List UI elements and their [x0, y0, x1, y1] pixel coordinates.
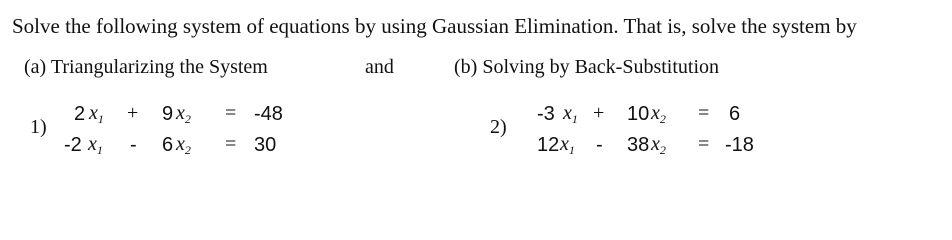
part-b-text: Solving by Back-Substitution: [482, 56, 720, 78]
part-b: [454, 56, 719, 79]
problem-2-row-1-var-1: $x_1$: [563, 102, 578, 126]
problem-1-row-1-coef-1: 2: [74, 103, 86, 125]
problem-2-row-1-equals: =: [698, 102, 710, 124]
problem-2-row-2-coef-1: 12: [537, 134, 560, 156]
problem-2-number: 2): [490, 116, 507, 138]
problem-2-row-1-coef-2: 10: [627, 103, 650, 125]
problem-1-row-2-rhs: 30: [254, 134, 277, 156]
instructions-text: Solve the following system of equations by using Gaussian Elimination. That is, solve the system by: [12, 14, 857, 38]
problem-1-row-2-coef-2: 6: [162, 134, 174, 156]
problem-1-row-2-operator: -: [130, 134, 137, 156]
problem-2-row-1-var-2: $x_2$: [651, 102, 666, 126]
problem-1-row-1-coef-2: 9: [162, 103, 174, 125]
problem-2-row-2-equals: =: [698, 133, 710, 155]
part-a-label: (a): [24, 56, 47, 78]
problem-2-row-2-var-2: $x_2$: [651, 133, 666, 157]
part-a-text: Triangularizing the System: [50, 56, 268, 78]
problem-1-row-2-var-1: $x_1$: [88, 133, 103, 157]
problem-2-row-2-var-1: $x_1$: [560, 133, 575, 157]
problem-1-row-2-equals: =: [225, 133, 237, 155]
part-a: [24, 56, 268, 79]
problem-1-row-2-var-2: $x_2$: [176, 133, 191, 157]
problem-2-row-2-operator: -: [596, 134, 603, 156]
problem-2-row-1-coef-1: -3: [537, 103, 555, 125]
problem-1-row-2-coef-1: -2: [64, 134, 82, 156]
connector-and: and: [365, 56, 394, 78]
problem-1-row-1-equals: =: [225, 102, 237, 124]
problem-2-row-2-rhs: -18: [725, 134, 754, 156]
problem-1-row-1-operator: +: [127, 102, 139, 124]
problem-1-row-1-var-2: $x_2$: [176, 102, 191, 126]
problem-1-row-1-var-1: $x_1$: [89, 102, 104, 126]
problem-2-row-1-operator: +: [593, 102, 605, 124]
problem-2-row-1-rhs: 6: [729, 103, 741, 125]
problem-1-number: 1): [30, 116, 47, 138]
problem-1-row-1-rhs: -48: [254, 103, 283, 125]
part-b-label: (b): [454, 56, 478, 78]
problem-2-row-2-coef-2: 38: [627, 134, 650, 156]
